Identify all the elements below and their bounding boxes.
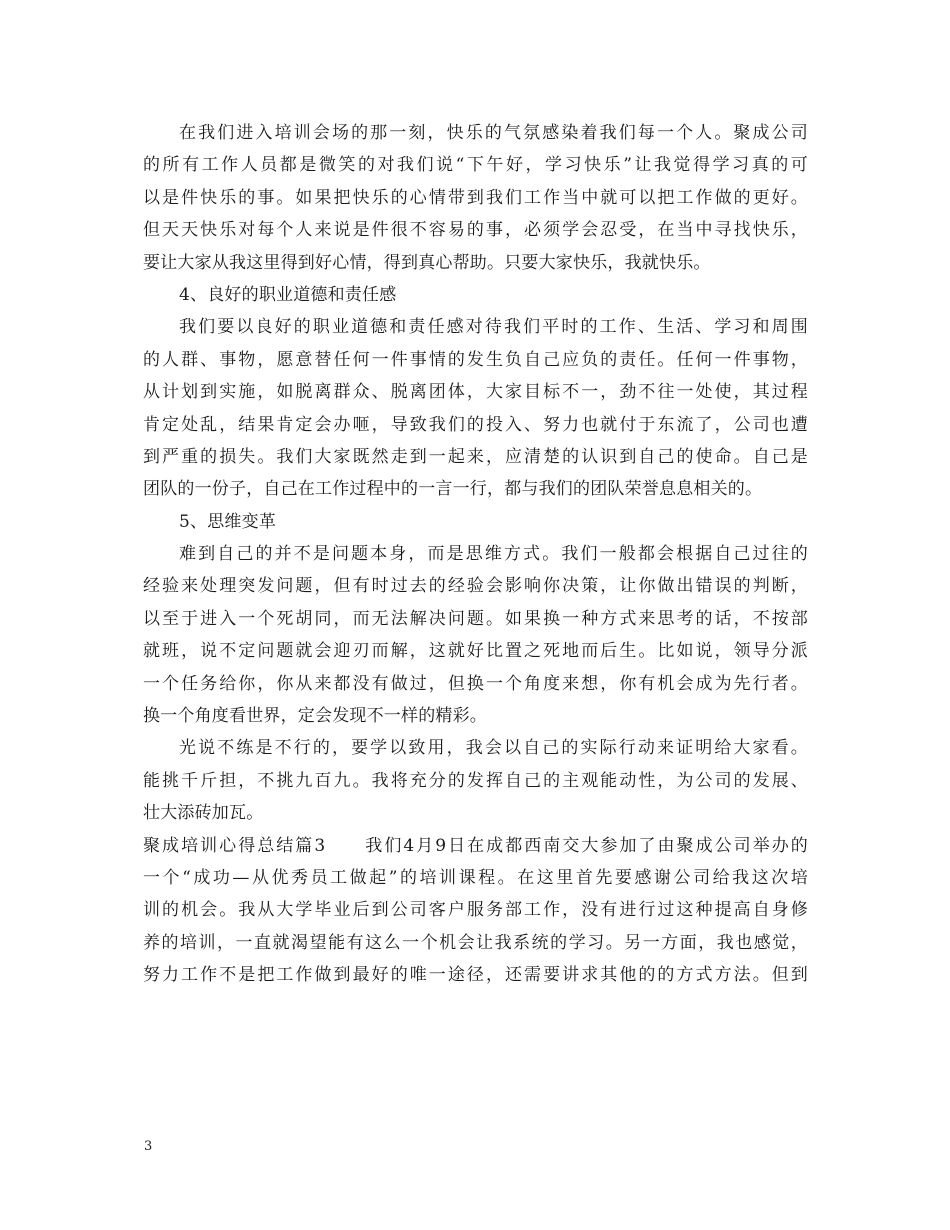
text-line: 聚成培训心得总结篇3 我们4月9日在成都西南交大参加了由聚成公司举办的 (143, 835, 808, 856)
text-line: 我们要以良好的职业道德和责任感对待我们平时的工作、生活、学习和周围 (179, 317, 808, 338)
text-line: 但天天快乐对每个人来说是件很不容易的事，必须学会忍受，在当中寻找快乐， (143, 220, 808, 241)
text-line: 的人群、事物，愿意替任何一件事情的发生负自己应负的责任。任何一件事物， (143, 349, 808, 370)
text-line: 在我们进入培训会场的那一刻，快乐的气氛感染着我们每一个人。聚成公司 (179, 123, 808, 143)
text-line: 从计划到实施，如脱离群众、脱离团体，大家目标不一，劲不往一处使，其过程 (143, 382, 808, 403)
text-line: 团队的一份子，自己在工作过程中的一言一行，都与我们的团队荣誉息息相关的。 (143, 479, 763, 500)
text-line: 要让大家从我这里得到好心情，得到真心帮助。只要大家快乐，我就快乐。 (143, 252, 711, 273)
text-line: 养的培训，一直就渴望能有这么一个机会让我系统的学习。另一方面，我也感觉， (143, 932, 808, 953)
text-line: 以是件快乐的事。如果把快乐的心情带到我们工作当中就可以把工作做的更好。 (143, 187, 808, 208)
text-line: 一个“成功—从优秀员工做起”的培训课程。在这里首先要感谢公司给我这次培 (143, 867, 808, 888)
text-line: 难到自己的并不是问题本身，而是思维方式。我们一般都会根据自己过往的 (179, 544, 808, 565)
text-line: 肯定处乱，结果肯定会办咂，导致我们的投入、努力也就付于东流了，公司也遭 (143, 414, 808, 435)
text-line: 4、良好的职业道德和责任感 (179, 284, 397, 305)
text-line: 壮大添砖加瓦。 (143, 803, 264, 824)
text-line: 努力工作不是把工作做到最好的唯一途径，还需要讲求其他的的方式方法。但到 (143, 965, 808, 986)
page-number: 3 (144, 1139, 153, 1154)
text-line: 经验来处理突发问题，但有时过去的经验会影响你决策，让你做出错误的判断， (143, 576, 808, 597)
text-line: 的所有工作人员都是微笑的对我们说“下午好，学习快乐”让我觉得学习真的可 (143, 155, 808, 176)
text-line: 换一个角度看世界，定会发现不一样的精彩。 (143, 706, 487, 727)
text-line: 到严重的损失。我们大家既然走到一起来，应清楚的认识到自己的使命。自己是 (143, 446, 808, 467)
text-line: 以至于进入一个死胡同，而无法解决问题。如果换一种方式来思考的话，不按部 (143, 608, 808, 629)
text-line: 光说不练是不行的，要学以致用，我会以自己的实际行动来证明给大家看。 (179, 738, 808, 759)
text-line: 训的机会。我从大学毕业后到公司客户服务部工作，没有进行过这种提高自身修 (143, 900, 808, 921)
text-line: 一个任务给你，你从来都没有做过，但换一个角度来想，你有机会成为先行者。 (143, 673, 808, 694)
text-line: 就班，说不定问题就会迎刃而解，这就好比置之死地而后生。比如说，领导分派 (143, 641, 808, 662)
document-body (143, 117, 808, 992)
text-line: 5、思维变革 (179, 511, 277, 532)
text-line: 能挑千斤担，不挑九百九。我将充分的发挥自己的主观能动性，为公司的发展、 (143, 770, 808, 791)
